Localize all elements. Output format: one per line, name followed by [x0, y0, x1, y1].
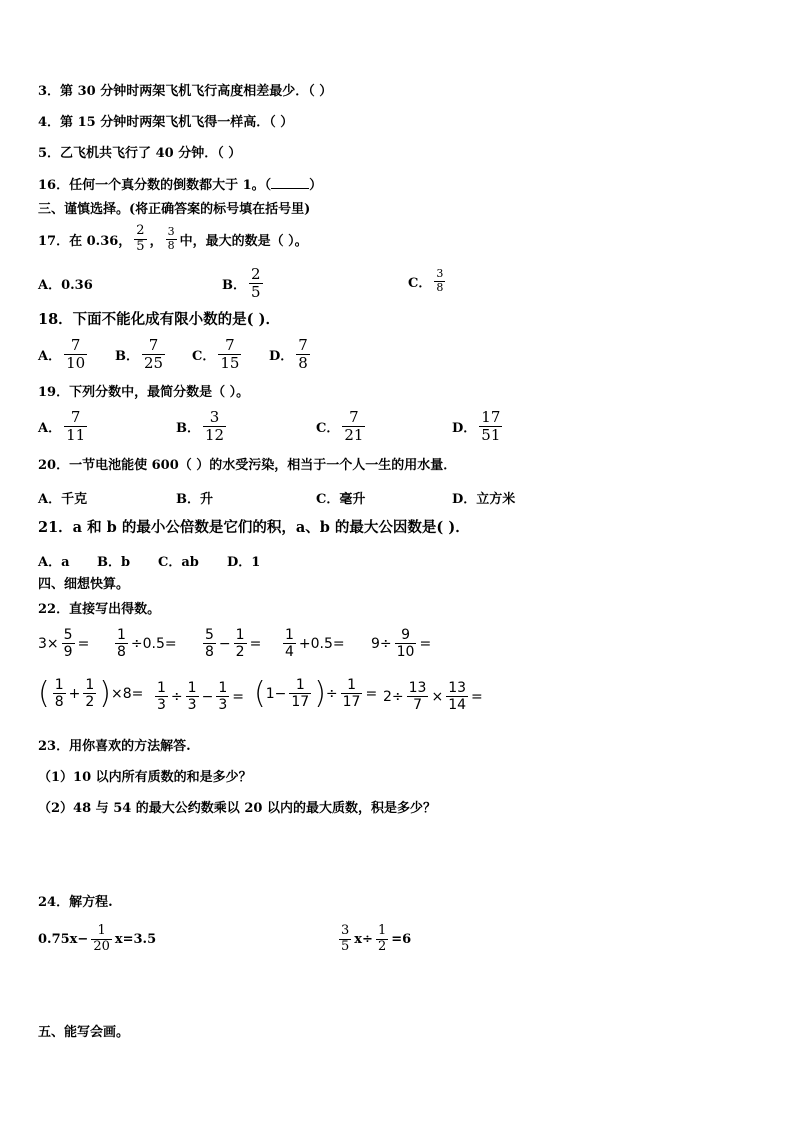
fraction: $\frac{17}{51}$ [481, 408, 501, 445]
fraction: $\frac{7}{21}$ [344, 408, 364, 445]
question-17-suffix: 中，最大的数是（ ）。 [179, 233, 308, 249]
fraction: $\frac{1}{8}$ [117, 627, 126, 661]
equation-1: 0.75x− $\frac{1}{20}$ x=3.5 [38, 923, 157, 954]
calc-expression-7: $\frac{1}{3}$ ÷ $\frac{1}{3}$ − $\frac{1}{3}$ = [157, 680, 244, 714]
calc-expression-2: $\frac{1}{8}$ ÷0.5= [117, 627, 177, 661]
calc-expression-5: 9÷ $\frac{9}{10}$ = [371, 627, 432, 661]
fraction: $\frac{1}{17}$ [342, 677, 361, 711]
answer-blank [271, 176, 309, 189]
fraction: $\frac{1}{4}$ [285, 627, 294, 661]
question-3: 3．第 30 分钟时两架飞机飞行高度相差最少．（ ） [38, 84, 333, 99]
question-19: 19．下列分数中，最简分数是（ ）。 [38, 385, 250, 400]
fraction: $\frac{3}{12}$ [205, 408, 225, 445]
question-16-text: 16．任何一个真分数的倒数都大于 1。（ [38, 178, 272, 193]
fraction: $\frac{1}{8}$ [54, 677, 64, 711]
calc-expression-4: $\frac{1}{4}$ +0.5= [285, 627, 345, 661]
separator: ， [149, 233, 163, 249]
fraction: $\frac{1}{2}$ [377, 923, 387, 954]
question-23-part-2: （2）48 与 54 的最大公约数乘以 20 以内的最大质数，积是多少？ [38, 801, 436, 816]
question-21: 21．a 和 b 的最小公倍数是它们的积，a、b 的最大公因数是( )． [38, 519, 470, 536]
fraction: $\frac{7}{15}$ [220, 336, 240, 373]
option-a: A．千克 [38, 492, 88, 507]
calc-expression-9: 2÷ $\frac{13}{7}$ × $\frac{13}{14}$ = [383, 680, 483, 714]
fraction: $\frac{5}{8}$ [205, 627, 214, 661]
fraction: $\frac{9}{10}$ [396, 627, 415, 661]
fraction: $\frac{3}{5}$ [341, 923, 350, 954]
question-16 [38, 176, 322, 195]
option-c: C．毫升 [316, 492, 366, 507]
question-22: 22．直接写出得数。 [38, 602, 161, 617]
fraction: $\frac{7}{25}$ [144, 336, 164, 373]
fraction: $\frac{1}{3}$ [187, 680, 197, 714]
fraction: $\frac{2}{5}$ [136, 223, 145, 254]
option-b: B． $\frac{3}{12}$ [176, 408, 225, 445]
option-a: A． $\frac{7}{11}$ [38, 408, 86, 445]
question-17-prefix: 17．在 0.36， [38, 233, 132, 249]
fraction: $\frac{2}{5}$ [251, 265, 261, 302]
fraction: $\frac{1}{17}$ [291, 677, 310, 711]
option-d: D． $\frac{7}{8}$ [269, 336, 308, 373]
fraction: $\frac{13}{14}$ [448, 680, 467, 714]
fraction: $\frac{7}{8}$ [298, 336, 308, 373]
calc-expression-6: ( $\frac{1}{8}$ + $\frac{1}{2}$ ) ×8= [38, 675, 144, 711]
option-a: A．a [38, 555, 70, 570]
option-b: B．b [97, 555, 131, 570]
option-c: C．ab [158, 555, 199, 570]
option-c: C． $\frac{7}{21}$ [316, 408, 364, 445]
option-a: A． $\frac{7}{10}$ [38, 336, 86, 373]
section-3-title: 三、谨慎选择。(将正确答案的标号填在括号里) [38, 202, 311, 217]
question-24: 24．解方程. [38, 895, 113, 910]
option-c: C． $\frac{3}{8}$ [408, 267, 444, 294]
question-23: 23．用你喜欢的方法解答. [38, 739, 191, 754]
fraction: $\frac{3}{8}$ [436, 267, 444, 294]
question-4: 4．第 15 分钟时两架飞机飞得一样高．（ ） [38, 115, 294, 130]
question-16-close: ） [309, 178, 323, 193]
fraction: $\frac{5}{9}$ [63, 627, 73, 661]
question-23-part-1: （1）10 以内所有质数的和是多少？ [38, 770, 252, 785]
fraction: $\frac{7}{10}$ [66, 336, 86, 373]
option-b: B．升 [176, 492, 213, 507]
fraction: $\frac{1}{3}$ [218, 680, 228, 714]
calc-expression-3: $\frac{5}{8}$ − $\frac{1}{2}$ = [205, 627, 262, 661]
fraction: $\frac{7}{11}$ [66, 408, 86, 445]
fraction: $\frac{1}{20}$ [93, 923, 110, 954]
question-18: 18．下面不能化成有限小数的是( )． [38, 311, 280, 328]
calc-expression-1: 3× $\frac{5}{9}$ = [38, 627, 90, 661]
option-d: D．1 [227, 555, 261, 570]
fraction: $\frac{1}{2}$ [85, 677, 95, 711]
section-4-title: 四、细想快算。 [38, 577, 130, 592]
fraction: $\frac{13}{7}$ [408, 680, 427, 714]
question-5: 5．乙飞机共飞行了 40 分钟．（ ） [38, 146, 242, 161]
section-5-title: 五、能写会画。 [38, 1025, 130, 1040]
calc-expression-8: ( 1− $\frac{1}{17}$ ) ÷ $\frac{1}{17}$ = [254, 675, 378, 711]
option-c: C． $\frac{7}{15}$ [192, 336, 240, 373]
question-17 [38, 224, 308, 255]
option-b: B． $\frac{2}{5}$ [222, 265, 261, 302]
fraction: $\frac{3}{8}$ [167, 225, 175, 252]
fraction: $\frac{1}{3}$ [157, 680, 166, 714]
option-b: B． $\frac{7}{25}$ [115, 336, 164, 373]
equation-2: $\frac{3}{5}$ x÷ $\frac{1}{2}$ =6 [341, 923, 412, 954]
option-d: D．立方米 [452, 492, 516, 507]
question-20: 20．一节电池能使 600（ ）的水受污染，相当于一个人一生的用水量． [38, 458, 457, 473]
option-d: D． $\frac{17}{51}$ [452, 408, 501, 445]
option-a: A．0.36 [38, 278, 93, 293]
fraction: $\frac{1}{2}$ [235, 627, 245, 661]
